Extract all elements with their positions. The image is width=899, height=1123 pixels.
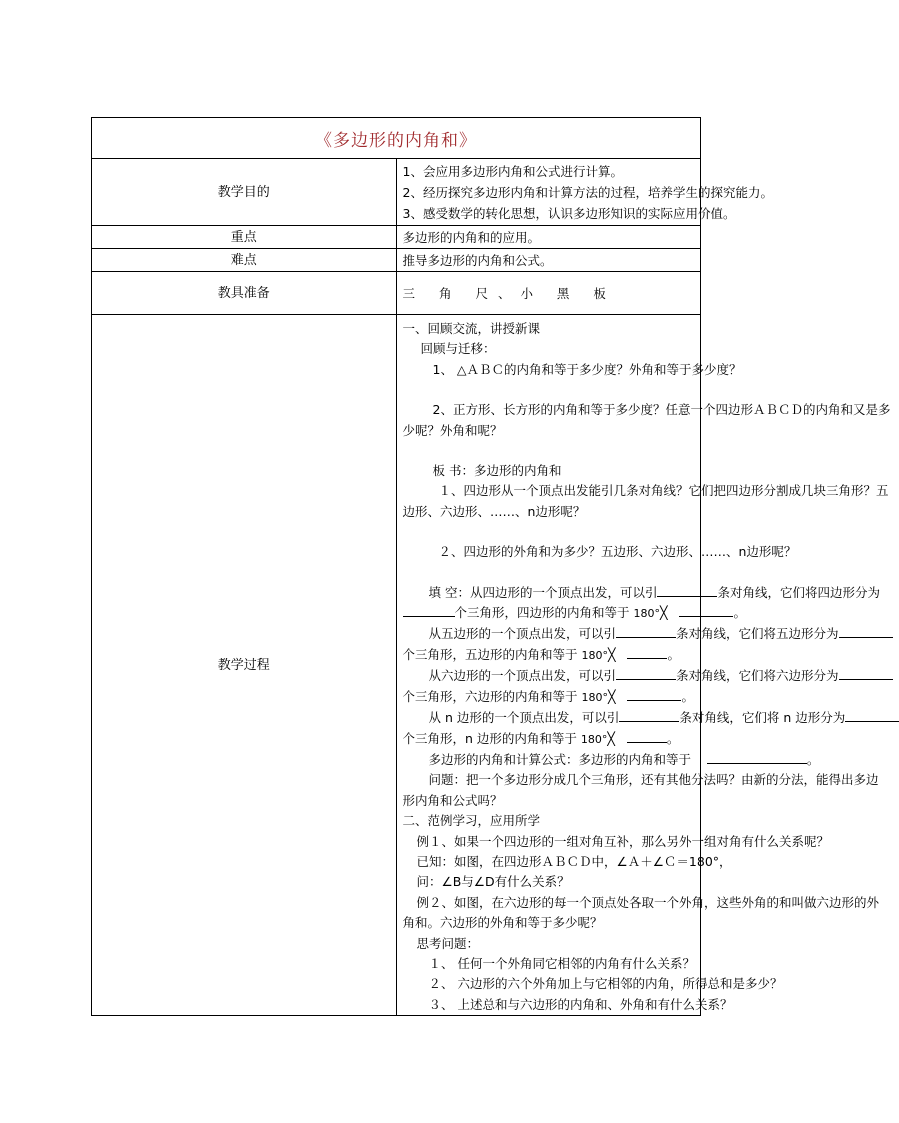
fill-blank[interactable] (403, 603, 455, 617)
period: 。 (667, 646, 680, 662)
question-2-line-1: 2、正方形、长方形的内角和等于多少度？任意一个四边形ＡＢＣＤ的内角和又是多 (432, 402, 891, 418)
fill-blank[interactable] (707, 750, 807, 764)
fill-hexa-c: 个三角形，六边形的内角和等于 (402, 688, 578, 704)
formula-text: 多边形的内角和计算公式：多边形的内角和等于 (428, 751, 692, 767)
fill-penta-c: 个三角形，五边形的内角和等于 (402, 646, 578, 662)
fill-quad-c: 个三角形，四边形的内角和等于 (454, 605, 630, 621)
example-2-line-2: 角和。六边形的外角和等于多少呢？ (402, 915, 603, 931)
goal-2: 2、经历探究多边形内角和计算方法的过程，培养学生的探究能力。 (402, 184, 773, 200)
fill-hexa-line-1 (403, 666, 839, 686)
difficult-label: 难点 (92, 249, 397, 272)
fill-penta-b: 条对角线，它们将五边形分为 (676, 626, 839, 642)
example-1: 例１、如果一个四边形的一组对角互补，那么另外一组对角有什么关系呢？ (416, 833, 830, 849)
fill-quad-a: 填 空：从四边形的一个顶点出发，可以引 (428, 584, 658, 600)
section-1-heading: 一、回顾交流，讲授新课 (402, 321, 541, 336)
example-2-line-1: 例２、如图，在六边形的每一个顶点处各取一个外角，这些外角的和叫做六边形的外 (416, 894, 880, 910)
question-line-1: 问题：把一个多边形分成几个三角形，还有其他分法吗？由新的分法，能得出多边 (428, 772, 879, 788)
process-cell (396, 315, 891, 1016)
fill-blank[interactable] (679, 603, 733, 617)
fill-blank[interactable] (619, 708, 679, 722)
degree-text: 180° (633, 607, 660, 621)
think-2: ２、 六边形的六个外角加上与它相邻的内角，所得总和是多少？ (428, 976, 783, 992)
difficult-point: 推导多边形的内角和公式。 (396, 249, 701, 272)
fill-n-line-2 (403, 729, 697, 750)
question-2-line-2: 少呢？外角和呢？ (402, 422, 503, 438)
goal-1: 1、会应用多边形内角和公式进行计算。 (402, 163, 623, 179)
fill-hexa-a: 从六边形的一个顶点出发，可以引 (428, 668, 617, 684)
degree-text: 180° (581, 648, 608, 662)
board-item-1-line-2: 边形、六边形、……、n边形呢？ (402, 503, 586, 519)
board-item-1-line-1: １、四边形从一个顶点出发能引几条对角线？它们把四边形分割成几块三角形？五 (438, 483, 889, 499)
fill-penta-line-2 (403, 645, 697, 666)
fill-n-c: 个三角形，n 边形的内角和等于 (402, 730, 577, 746)
fill-n-line-1 (403, 708, 846, 728)
lesson-plan-table (91, 117, 891, 1016)
times-sign: ╳ (608, 646, 616, 662)
process-label: 教学过程 (92, 315, 397, 1016)
tools-label: 教具准备 (92, 272, 397, 315)
fill-quad-b: 条对角线，它们将四边形分为 (717, 584, 880, 600)
fill-blank[interactable] (627, 729, 667, 743)
question-1: 1、 △ＡＢＣ的内角和等于多少度？外角和等于多少度？ (432, 361, 742, 377)
fill-blank[interactable] (627, 645, 667, 659)
fill-quad-line-2 (403, 603, 746, 624)
key-label: 重点 (92, 226, 397, 249)
times-sign: ╳ (660, 605, 668, 621)
fill-blank[interactable] (839, 624, 893, 638)
period: 。 (666, 730, 680, 746)
fill-penta-line-1 (403, 624, 839, 644)
goals-cell (396, 159, 773, 226)
period: 。 (806, 751, 820, 767)
lesson-title: 《多边形的内角和》 (92, 118, 701, 159)
fill-blank[interactable] (845, 708, 899, 722)
example-1-ask: 问：∠B与∠D有什么关系？ (416, 874, 570, 890)
times-sign: ╳ (607, 730, 615, 746)
key-point: 多边形的内角和的应用。 (396, 226, 701, 249)
period: 。 (733, 605, 746, 621)
fill-n-b: 条对角线，它们将 n 边形分为 (679, 710, 846, 726)
fill-quad-line-1 (403, 583, 880, 603)
fill-blank[interactable] (616, 666, 676, 680)
fill-n-a: 从 n 边形的一个顶点出发，可以引 (428, 710, 620, 726)
times-sign: ╳ (608, 688, 616, 704)
board-heading: 板 书：多边形的内角和 (432, 463, 562, 479)
fill-blank[interactable] (839, 666, 893, 680)
degree-text: 180° (580, 732, 608, 746)
goals-label: 教学目的 (92, 159, 397, 226)
fill-hexa-line-2 (403, 687, 697, 708)
example-1-known: 已知：如图，在四边形ＡＢＣＤ中，∠Ａ＋∠Ｃ＝180°， (416, 853, 732, 869)
think-heading: 思考问题： (416, 935, 480, 951)
question-line-2: 形内角和公式吗？ (402, 792, 503, 808)
think-1: １、 任何一个外角同它相邻的内角有什么关系？ (428, 955, 695, 971)
fill-blank[interactable] (627, 687, 681, 701)
fill-penta-a: 从五边形的一个顶点出发，可以引 (428, 626, 617, 642)
goal-3: 3、感受数学的转化思想，认识多边形知识的实际应用价值。 (402, 205, 736, 221)
board-item-2: ２、四边形的外角和为多少？五边形、六边形、……、n边形呢？ (438, 544, 797, 560)
review-heading: 回顾与迁移： (420, 341, 496, 357)
degree-text: 180° (581, 690, 608, 704)
fill-hexa-b: 条对角线，它们将六边形分为 (676, 668, 839, 684)
fill-blank[interactable] (616, 624, 676, 638)
think-3: ３、 上述总和与六边形的内角和、外角和有什么关系？ (428, 996, 733, 1012)
fill-blank[interactable] (657, 583, 717, 597)
tools-list: 三 角 尺、小 黑 板 (396, 272, 701, 315)
section-2-heading: 二、范例学习，应用所学 (402, 813, 541, 829)
period: 。 (681, 688, 694, 704)
formula-line (403, 750, 820, 770)
